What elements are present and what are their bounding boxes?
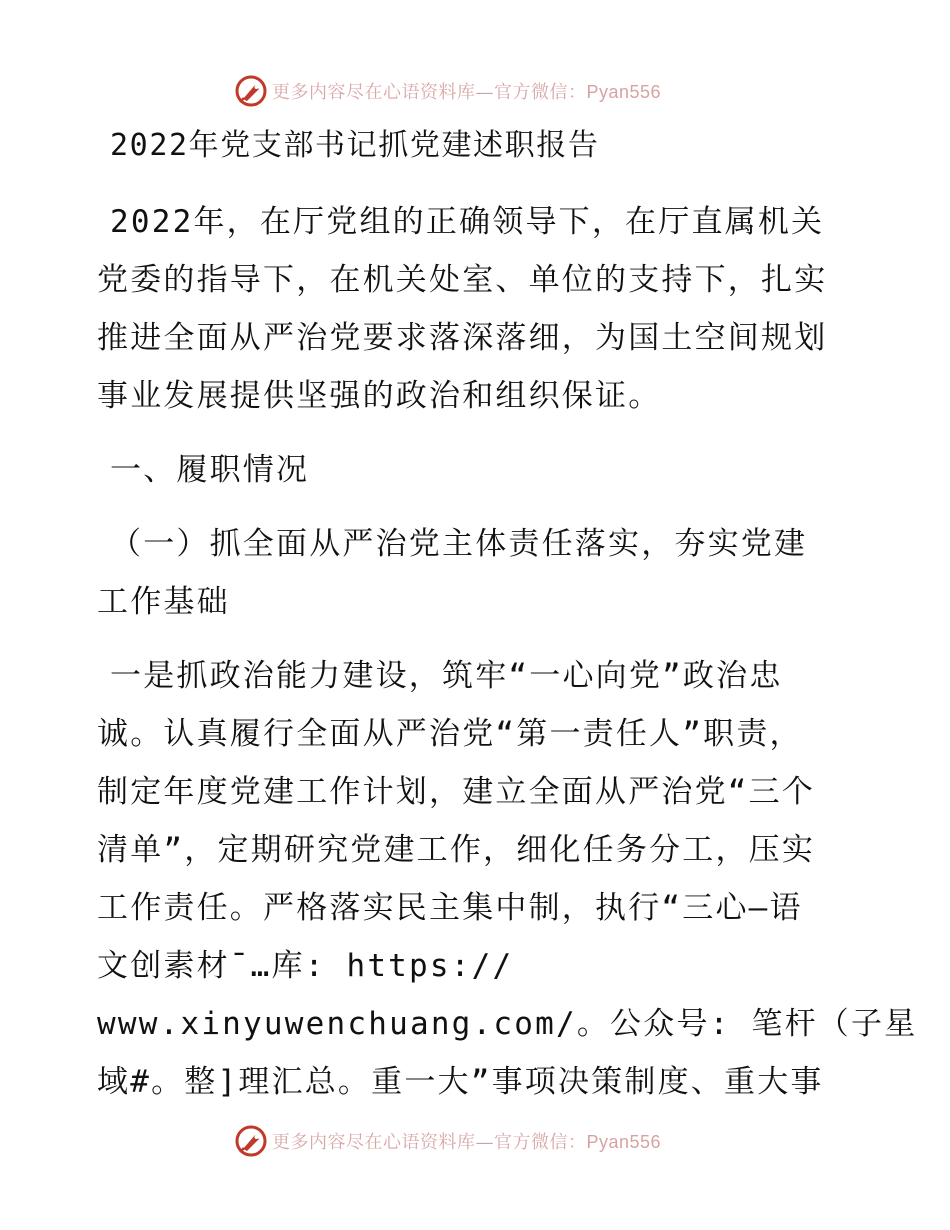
paragraph-line: 工作责任。严格落实民主集中制，执行“三心—语: [97, 890, 803, 926]
footer-promo-text: 更多内容尽在心语资料库: [272, 1132, 476, 1153]
footer-watermark: [234, 1124, 661, 1158]
intro-line: 2022年，在厅党组的正确领导下，在厅直属机关: [110, 204, 825, 240]
header-contact-label: 官方微信：: [494, 82, 587, 103]
paragraph-line: 一是抓政治能力建设，筑牢“一心向党”政治忠: [110, 658, 783, 694]
header-separator: —: [475, 82, 494, 103]
header-watermark: [234, 74, 661, 108]
intro-line: 事业发展提供坚强的政治和组织保证。: [97, 378, 662, 414]
intro-line: 党委的指导下，在机关处室、单位的支持下，扎实: [97, 262, 828, 298]
paragraph-line: 域#。整]理汇总。重一大”事项决策制度、重大事: [97, 1064, 824, 1100]
footer-watermark-text: [272, 1128, 661, 1154]
header-watermark-text: [272, 78, 661, 104]
intro-line: 推进全面从严治党要求落深落细，为国土空间规划: [97, 320, 828, 356]
paragraph-line: 文创素材¯…库: https://: [97, 948, 514, 984]
footer-contact-handle: Pyan556: [586, 1132, 662, 1152]
header-promo-text: 更多内容尽在心语资料库: [272, 82, 476, 103]
pen-nib-logo-icon: [234, 1124, 268, 1158]
footer-contact-label: 官方微信：: [494, 1132, 587, 1153]
paragraph-line: www.xinyuwenchuang.com/。公众号: 笔杆（子星: [97, 1006, 918, 1042]
paragraph-line: 清单”，定期研究党建工作，细化任务分工，压实: [97, 832, 816, 868]
header-contact-handle: Pyan556: [586, 82, 662, 102]
paragraph-line: 诚。认真履行全面从严治党“第一责任人”职责，: [97, 716, 803, 752]
subsection-heading-line: 工作基础: [97, 584, 230, 620]
footer-separator: —: [475, 1132, 494, 1153]
document-title: 2022年党支部书记抓党建述职报告: [110, 128, 600, 163]
paragraph-line: 制定年度党建工作计划，建立全面从严治党“三个: [97, 774, 816, 810]
section-heading: 一、履职情况: [110, 452, 310, 488]
subsection-heading-line: （一）抓全面从严治党主体责任落实，夯实党建: [110, 526, 808, 562]
pen-nib-logo-icon: [234, 74, 268, 108]
